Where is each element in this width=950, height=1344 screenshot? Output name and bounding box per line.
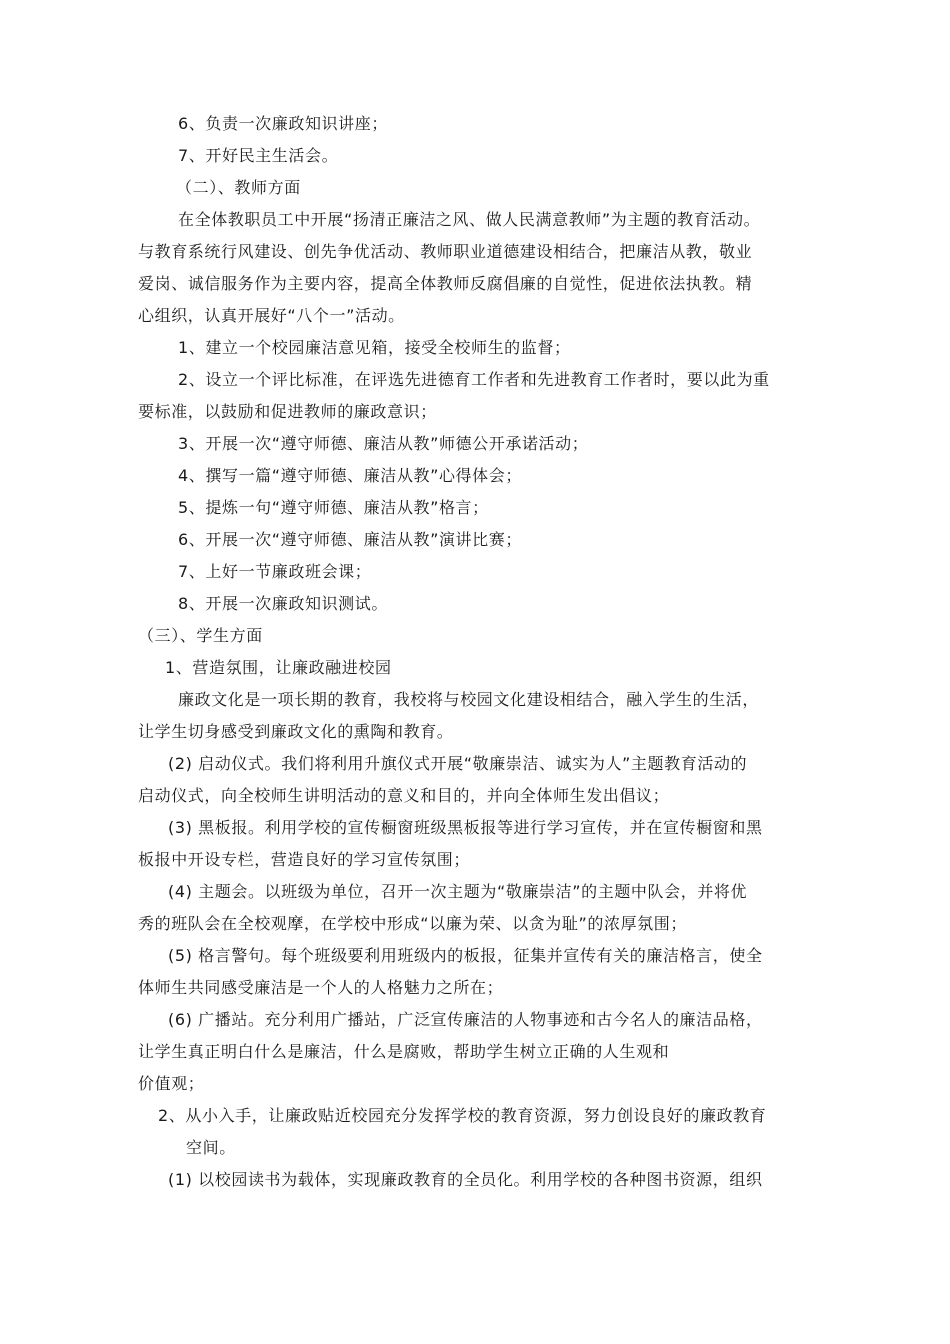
list-item: 6、开展一次“遵守师德、廉洁从教”演讲比赛； bbox=[178, 530, 522, 549]
text-line: 6、负责一次廉政知识讲座； bbox=[178, 114, 388, 133]
text-line: 秀的班队会在全校观摩，在学校中形成“以廉为荣、以贪为耻”的浓厚氛围； bbox=[138, 914, 687, 933]
text-line: 要标准，以鼓励和促进教师的廉政意识； bbox=[138, 402, 437, 421]
list-item: 3、开展一次“遵守师德、廉洁从教”师德公开承诺活动； bbox=[178, 434, 589, 453]
text-line: 心组织，认真开展好“八个一”活动。 bbox=[138, 306, 405, 325]
list-item: 4、撰写一篇“遵守师德、廉洁从教”心得体会； bbox=[178, 466, 522, 485]
list-item: 8、开展一次廉政知识测试。 bbox=[178, 594, 388, 613]
list-item: (6) 广播站。充分利用广播站，广泛宣传廉洁的人物事迹和古今名人的廉洁品格， bbox=[168, 1010, 763, 1029]
list-item: 1、营造氛围，让廉政融进校园 bbox=[165, 658, 392, 677]
list-item: 5、提炼一句“遵守师德、廉洁从教”格言； bbox=[178, 498, 489, 517]
list-item: 2、从小入手，让廉政贴近校园充分发挥学校的教育资源，努力创设良好的廉政教育 bbox=[158, 1106, 767, 1125]
section-heading: （三）、学生方面 bbox=[138, 626, 263, 645]
list-item: (2) 启动仪式。我们将利用升旗仪式开展“敬廉崇洁、诚实为人”主题教育活动的 bbox=[168, 754, 748, 773]
text-line: 让学生切身感受到廉政文化的熏陶和教育。 bbox=[138, 722, 454, 741]
list-item: (5) 格言警句。每个班级要利用班级内的板报，征集并宣传有关的廉洁格言，使全 bbox=[168, 946, 763, 965]
text-line: 空间。 bbox=[186, 1138, 236, 1157]
text-line: 启动仪式，向全校师生讲明活动的意义和目的，并向全体师生发出倡议； bbox=[138, 786, 670, 805]
section-heading: （二）、教师方面 bbox=[176, 178, 301, 197]
text-line: 廉政文化是一项长期的教育，我校将与校园文化建设相结合，融入学生的生活， bbox=[178, 690, 760, 709]
text-line: 板报中开设专栏，营造良好的学习宣传氛围； bbox=[138, 850, 471, 869]
list-item: (3) 黑板报。利用学校的宣传橱窗班级黑板报等进行学习宣传，并在宣传橱窗和黑 bbox=[168, 818, 763, 837]
text-line: 价值观； bbox=[138, 1074, 205, 1093]
text-line: 让学生真正明白什么是廉洁，什么是腐败，帮助学生树立正确的人生观和 bbox=[138, 1042, 670, 1061]
text-line: 在全体教职员工中开展“扬清正廉洁之风、做人民满意教师”为主题的教育活动。 bbox=[178, 210, 761, 229]
list-item: 1、建立一个校园廉洁意见箱，接受全校师生的监督； bbox=[178, 338, 571, 357]
text-line: 7、开好民主生活会。 bbox=[178, 146, 339, 165]
text-line: 爱岗、诚信服务作为主要内容，提高全体教师反腐倡廉的自觉性，促进依法执教。精 bbox=[138, 274, 753, 293]
text-line: 体师生共同感受廉洁是一个人的人格魅力之所在； bbox=[138, 978, 504, 997]
list-item: 2、设立一个评比标准，在评选先进德育工作者和先进教育工作者时，要以此为重 bbox=[178, 370, 770, 389]
text-line: 与教育系统行风建设、创先争优活动、教师职业道德建设相结合，把廉洁从教，敬业 bbox=[138, 242, 753, 261]
list-item: (4) 主题会。以班级为单位，召开一次主题为“敬廉崇洁”的主题中队会，并将优 bbox=[168, 882, 748, 901]
list-item: 7、上好一节廉政班会课； bbox=[178, 562, 372, 581]
list-item: (1) 以校园读书为载体，实现廉政教育的全员化。利用学校的各种图书资源，组织 bbox=[168, 1170, 763, 1189]
